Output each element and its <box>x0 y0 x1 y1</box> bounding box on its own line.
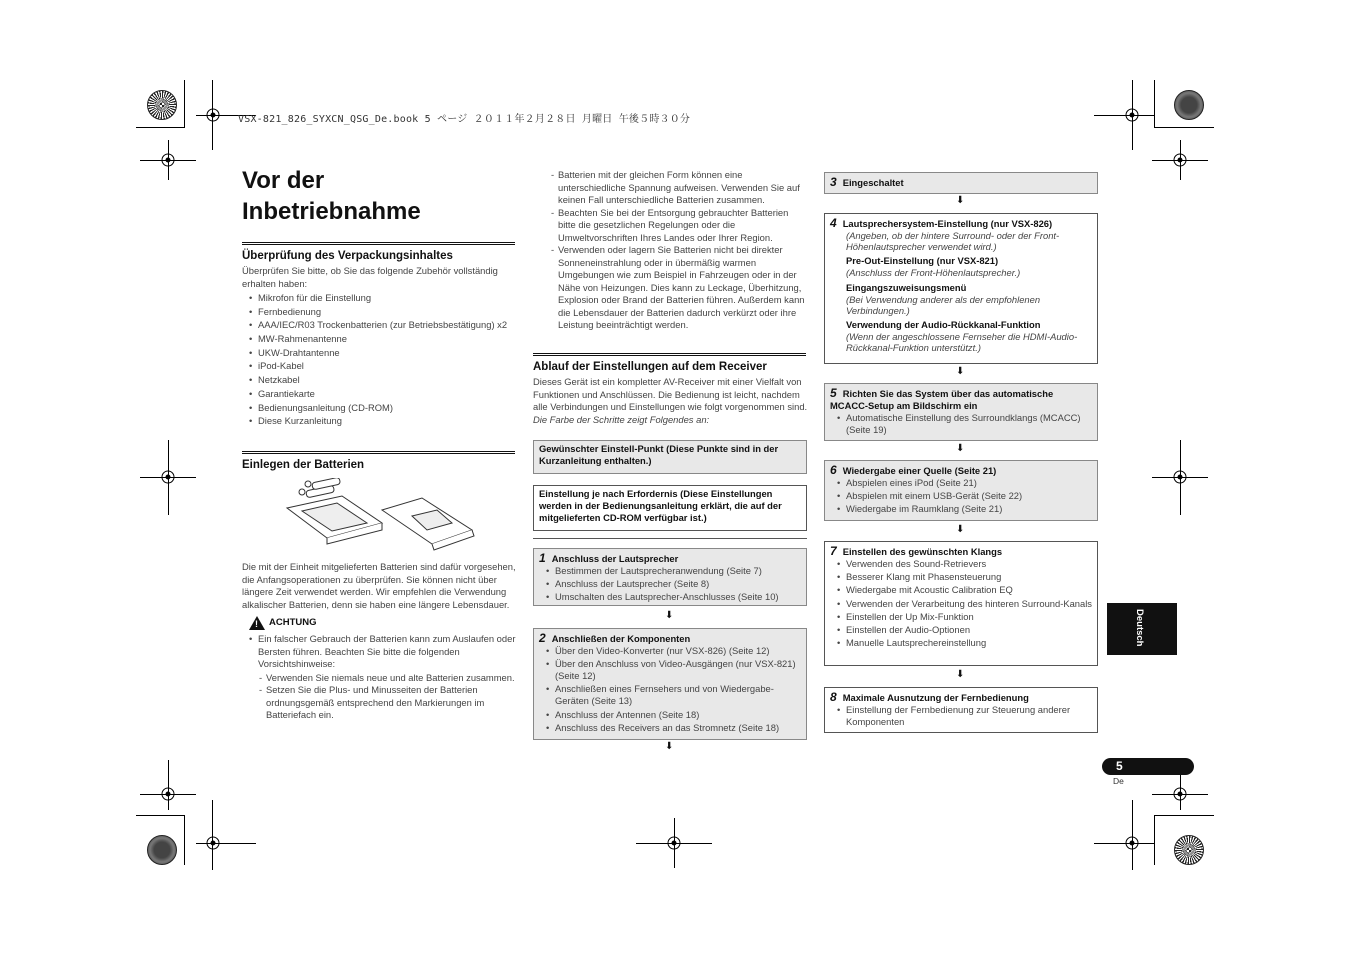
list-item: • Über den Video-Konverter (nur VSX-826) (Seite 12) <box>539 645 801 657</box>
list-item: • Anschluss der Lautsprecher (Seite 8) <box>539 578 801 590</box>
language-tab-label: Deutsch <box>1134 609 1145 647</box>
list-item: • Manuelle Lautsprechereinstellung <box>830 637 1092 649</box>
section-body <box>242 561 518 722</box>
step-note: (Anschluss der Front-Höhenlautsprecher.) <box>846 267 1021 278</box>
list-item: • Fernbedienung <box>242 306 518 319</box>
registration-mark-icon <box>1170 467 1190 487</box>
step-list <box>830 412 1092 436</box>
list-item: • Bedienungsanleitung (CD-ROM) <box>242 402 518 415</box>
down-arrow-icon: ⬇ <box>956 524 965 535</box>
crop-mark <box>1154 80 1155 128</box>
down-arrow-icon: ⬇ <box>956 443 965 454</box>
list-item: • Verwenden der Verarbeitung des hinteren Surround-Kanals <box>830 598 1092 610</box>
page-number: 5 <box>1116 759 1123 773</box>
list-item: • Automatische Einstellung des Surroundklangs (MCACC) (Seite 19) <box>830 412 1092 436</box>
section-heading: Einlegen der Batterien <box>242 451 515 471</box>
crop-mark <box>1154 815 1214 816</box>
print-header: VSX-821_826_SYXCN_QSG_De.book 5 ページ ２０１１年２月２８日 月曜日 午後５時３０分 <box>238 114 691 125</box>
warning-title: ACHTUNG <box>269 616 317 628</box>
step-subtitle: Pre-Out-Einstellung (nur VSX-821) <box>846 255 999 266</box>
crop-mark <box>184 815 185 865</box>
title-line: Inbetriebnahme <box>242 198 421 225</box>
list-item: • Umschalten des Lautsprecher-Anschlusses (Seite 10) <box>539 591 801 603</box>
registration-mark-icon <box>1170 150 1190 170</box>
section-body <box>242 265 518 429</box>
registration-mark-icon <box>1170 784 1190 804</box>
warning-heading <box>249 616 518 630</box>
step-box-2 <box>533 628 807 740</box>
list-item: • Abspielen mit einem USB-Gerät (Seite 22) <box>830 490 1092 502</box>
step-list <box>830 477 1092 515</box>
section-heading: Ablauf der Einstellungen auf dem Receiver <box>533 353 806 373</box>
paragraph: Die mit der Einheit mitgelieferten Batterien sind dafür vorgesehen, die Anfangsoperationen zu überprüfen. Sie können nicht über längere Zeit verwendet werden. Wir empfehlen die Verwendung alkalischer Batterien, denn sie haben eine längere Lebensdauer. <box>242 561 516 610</box>
list-item: • UKW-Drahtantenne <box>242 347 518 360</box>
step-box-1 <box>533 548 807 606</box>
list-item: • Wiedergabe mit Acoustic Calibration EQ <box>830 584 1092 596</box>
list-item: • Anschließen eines Fernsehers und von Wiedergabe-Geräten (Seite 13) <box>539 683 801 707</box>
registration-mark-icon <box>158 150 178 170</box>
list-item: • Netzkabel <box>242 374 518 387</box>
list-item: - Verwenden Sie niemals neue und alte Batterien zusammen. <box>258 672 518 685</box>
page-title <box>242 165 532 227</box>
registration-mark-icon <box>1122 833 1142 853</box>
step-number: 1 <box>539 551 546 565</box>
legend-grey-box <box>533 440 807 474</box>
step-list <box>539 645 801 734</box>
battery-dash-list <box>550 169 806 332</box>
step-title: Maximale Ausnutzung der Fernbedienung <box>842 692 1029 703</box>
step-box-3 <box>824 172 1098 194</box>
list-item: • Einstellen der Up Mix-Funktion <box>830 611 1092 623</box>
down-arrow-icon: ⬇ <box>665 610 674 621</box>
list-item: • Diese Kurzanleitung <box>242 415 518 428</box>
down-arrow-icon: ⬇ <box>956 195 965 206</box>
section-body <box>533 376 809 426</box>
list-item: - Setzen Sie die Plus- und Minusseiten der Batterien ordnungsgemäß entsprechend den Markierungen im Batteriefach ein. <box>258 684 518 722</box>
color-rosette-icon <box>147 90 177 120</box>
list-item: • MW-Rahmenantenne <box>242 333 518 346</box>
page-language: De <box>1113 776 1124 786</box>
remote-battery-illustration-icon <box>282 478 477 556</box>
list-item: - Verwenden oder lagern Sie Batterien nicht bei direkter Sonneneinstrahlung oder in übermäßig warmen Umgebungen wie zum Beispiel in Fahrzeugen oder in der Nähe von Heizungen. Dies kann zu Leckage, Überhitzung, Explosion oder Brand der Batterien führen. Außerdem kann die Lebensdauer der Batterien dadurch verkürzt oder ihre Leistung beeinträchtigt werden. <box>550 244 806 332</box>
crop-mark <box>1154 127 1214 128</box>
registration-mark-icon <box>158 467 178 487</box>
paragraph: Überprüfen Sie bitte, ob Sie das folgende Zubehör vollständig erhalten haben: <box>242 265 498 289</box>
step-title: Lautsprechersystem-Einstellung (nur VSX-826) <box>842 218 1053 229</box>
step-title: Richten Sie das System über das automatische <box>842 388 1054 399</box>
list-item: • iPod-Kabel <box>242 360 518 373</box>
list-item: • Anschluss des Receivers an das Stromnetz (Seite 18) <box>539 722 801 734</box>
color-rosette-icon <box>147 835 177 865</box>
registration-mark-icon <box>203 833 223 853</box>
step-subtitle: Eingangszuweisungsmenü <box>846 282 967 293</box>
crop-mark <box>184 80 185 128</box>
step-number: 7 <box>830 544 837 558</box>
list-item: • Wiedergabe im Raumklang (Seite 21) <box>830 503 1092 515</box>
list-item: • AAA/IEC/R03 Trockenbatterien (zur Betriebsbestätigung) x2 <box>242 319 518 332</box>
legend-text: Einstellung je nach Erfordernis (Diese Einstellungen werden in der Bedienungsanleitung erklärt, die auf der mitgelieferten CD-ROM verfügbar ist.) <box>539 488 782 523</box>
step-note: (Angeben, ob der hintere Surround- oder der Front-Höhenlautsprecher verwendet wird.) <box>846 230 1060 252</box>
color-rosette-icon <box>1174 835 1204 865</box>
step-title: Wiedergabe einer Quelle (Seite 21) <box>842 465 997 476</box>
crop-mark <box>1154 815 1155 865</box>
list-item: - Batterien mit der gleichen Form können eine unterschiedliche Spannung aufweisen. Verwenden Sie auf keinen Fall unterschiedliche Batterien zusammen. <box>550 169 806 207</box>
step-title: Anschluss der Lautsprecher <box>551 553 679 564</box>
step-box-4 <box>824 213 1098 364</box>
step-box-7 <box>824 541 1098 666</box>
list-item: • Über den Anschluss von Video-Ausgängen (nur VSX-821) (Seite 12) <box>539 658 801 682</box>
crop-mark <box>136 127 184 128</box>
registration-mark-icon <box>158 784 178 804</box>
warning-list <box>242 633 518 671</box>
paragraph: Dieses Gerät ist ein kompletter AV-Receiver mit einer Vielfalt von Funktionen und Anschlüssen. Die Bedienung ist leicht, nachdem alle Verbindungen und Einstellungen wie folgt vorgenommen sind. <box>533 376 808 412</box>
registration-mark-icon <box>1122 105 1142 125</box>
accessory-list <box>242 292 518 428</box>
registration-mark-icon <box>664 833 684 853</box>
step-number: 4 <box>830 216 837 230</box>
step-note: (Bei Verwendung anderer als der empfohlenen Verbindungen.) <box>846 294 1041 316</box>
divider <box>533 538 807 539</box>
warning-icon: ! <box>249 616 265 630</box>
step-title: Anschließen der Komponenten <box>551 633 691 644</box>
list-item: • Garantiekarte <box>242 388 518 401</box>
list-item: - Beachten Sie bei der Entsorgung gebrauchter Batterien bitte die gesetzlichen Regelungen oder die Umweltvorschriften Ihres Landes oder Ihrer Region. <box>550 207 806 245</box>
step-title: Einstellen des gewünschten Klangs <box>842 546 1003 557</box>
list-item: • Besserer Klang mit Phasensteuerung <box>830 571 1092 583</box>
registration-mark-icon <box>203 105 223 125</box>
step-box-8 <box>824 687 1098 733</box>
step-list <box>830 558 1092 649</box>
list-item: • Einstellung der Fernbedienung zur Steuerung anderer Komponenten <box>830 704 1092 728</box>
list-item: • Mikrofon für die Einstellung <box>242 292 518 305</box>
step-number: 5 <box>830 386 837 400</box>
warning-dash-list <box>258 672 518 722</box>
step-note: (Wenn der angeschlossene Fernseher die HDMI-Audio-Rückkanal-Funktion unterstützt.) <box>846 331 1078 353</box>
language-tab <box>1107 603 1177 655</box>
step-list <box>539 565 801 603</box>
step-title: MCACC-Setup am Bildschirm ein <box>830 400 978 411</box>
list-item: • Abspielen eines iPod (Seite 21) <box>830 477 1092 489</box>
section-heading: Überprüfung des Verpackungsinhaltes <box>242 242 515 262</box>
step-title: Eingeschaltet <box>842 177 904 188</box>
list-item: • Einstellen der Audio-Optionen <box>830 624 1092 636</box>
step-list <box>830 704 1092 728</box>
list-item: • Anschluss der Antennen (Seite 18) <box>539 709 801 721</box>
legend-text: Gewünschter Einstell-Punkt (Diese Punkte sind in der Kurzanleitung enthalten.) <box>539 443 779 466</box>
legend-white-box <box>533 485 807 531</box>
page-number-badge <box>1102 758 1194 775</box>
color-rosette-icon <box>1174 90 1204 120</box>
step-number: 3 <box>830 175 837 189</box>
crop-mark <box>136 815 184 816</box>
down-arrow-icon: ⬇ <box>665 741 674 752</box>
down-arrow-icon: ⬇ <box>956 366 965 377</box>
list-item: • Bestimmen der Lautsprecheranwendung (Seite 7) <box>539 565 801 577</box>
down-arrow-icon: ⬇ <box>956 669 965 680</box>
step-box-5 <box>824 383 1098 441</box>
step-number: 6 <box>830 463 837 477</box>
title-line: Vor der <box>242 167 325 194</box>
step-number: 2 <box>539 631 546 645</box>
section-body <box>550 169 806 332</box>
step-subtitle: Verwendung der Audio-Rückkanal-Funktion <box>846 319 1041 330</box>
step-number: 8 <box>830 690 837 704</box>
paragraph: Die Farbe der Schritte zeigt Folgendes an: <box>533 413 710 425</box>
list-item: • Ein falscher Gebrauch der Batterien kann zum Auslaufen oder Bersten führen. Beachten Sie bitte die folgenden Vorsichtshinweise: <box>242 633 518 671</box>
step-box-6 <box>824 460 1098 521</box>
list-item: • Verwenden des Sound-Retrievers <box>830 558 1092 570</box>
